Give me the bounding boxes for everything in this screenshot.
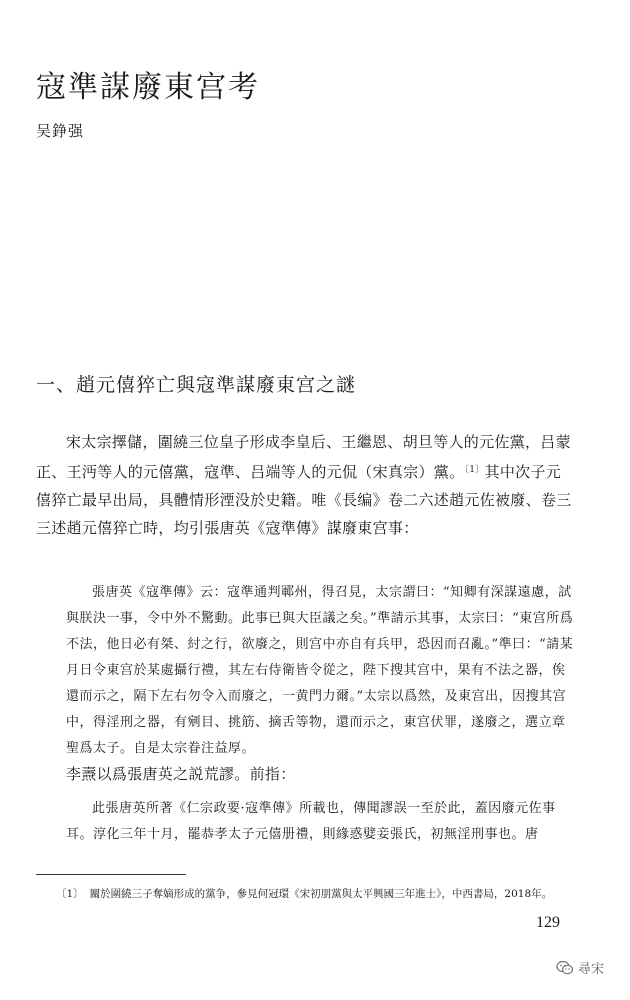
footnote [56, 886, 576, 902]
body-paragraph-1 [36, 428, 576, 542]
article-title: 寇準謀廢東宫考 [36, 70, 260, 105]
block-quote-1: 張唐英《寇準傳》云：寇準通判鄆州，得召見，太宗謂曰：“知卿有深謀遠慮，試與朕決一事，令中外不驚動。此事已與大臣議之矣。”準請示其事，太宗曰：“東宫所爲不法，他日必有桀、紂之行，欲廢之，則宫中亦自有兵甲，恐因而召亂。”準曰：“請某月日令東宫於某處攝行禮，其左右侍衛皆令從之，陛下搜其宫中，果有不法之器，俟還而示之，隔下左右勿令入而廢之，一黄門力爾。”太宗以爲然，及東宫出，因搜其宫中，得淫刑之器，有剜目、挑筋、摘舌等物，還而示之，東宫伏罪，遂廢之，選立章聖爲太子。自是太宗眷注益厚。 [66, 585, 574, 756]
body-paragraph-2: 李燾以爲張唐英之説荒謬。前指： [66, 765, 296, 783]
footnote-mark: 〔1〕 [56, 888, 84, 900]
section-heading: 一、趙元僖猝亡與寇準謀廢東宫之謎 [36, 374, 357, 396]
page-number: 129 [536, 914, 560, 931]
author-name: 吴錚强 [36, 122, 85, 140]
wechat-icon [556, 960, 574, 976]
paragraph-text: 宋太宗擇儲，圍繞三位皇子形成李皇后、王繼恩、胡旦等人的元佐黨，吕蒙正、王沔等人的元僖黨，寇準、吕端等人的元侃（宋真宗）黨。 [36, 433, 571, 481]
paragraph-text-continued: 其中次子元僖猝亡最早出局，具體情形湮没於史籍。唯《長编》卷二六述趙元佐被廢、卷三三述趙元僖猝亡時，均引張唐英《寇準傳》謀廢東宫事： [36, 463, 572, 537]
watermark [556, 958, 604, 977]
footnote-text: 關於圍繞三子奪嫡形成的黨争，參見何冠環《宋初朋黨與太平興國三年進士》，中西書局，2018年。 [89, 888, 553, 900]
footnote-divider [36, 874, 186, 875]
block-quote-2: 此張唐英所著《仁宗政要·寇準傳》所載也，傳聞謬誤一至於此，蓋因廢元佐事耳。淳化三年十月，罷恭孝太子元僖册禮，則緣惑嬖妾張氏，初無淫刑事也。唐 [66, 801, 556, 842]
footnote-reference[interactable]: 〔1〕 [464, 465, 485, 475]
watermark-text: 尋宋 [578, 962, 605, 977]
